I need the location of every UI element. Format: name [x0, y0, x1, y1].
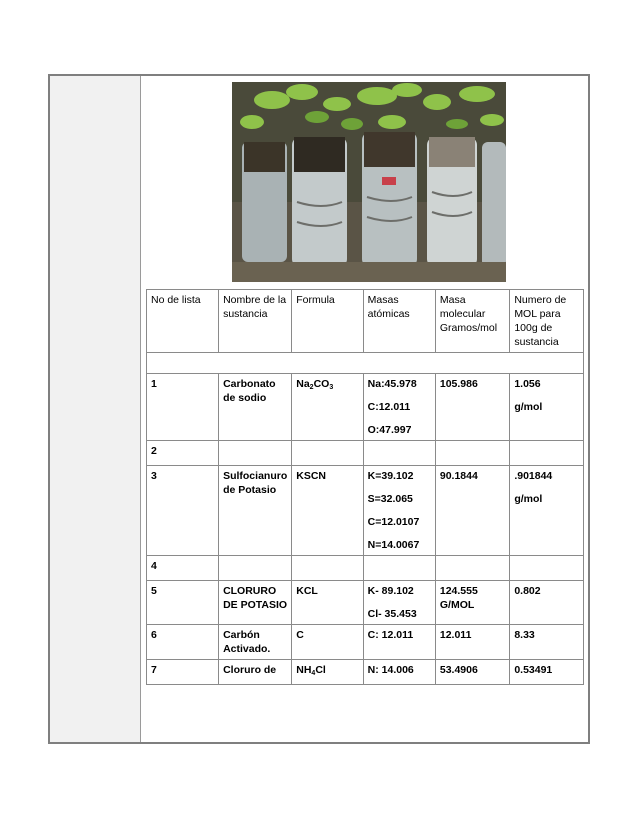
atomic-mass: N=14.0067 — [367, 539, 420, 551]
cell-mol — [510, 466, 584, 556]
cell-formula — [292, 466, 363, 556]
cell-number — [147, 581, 219, 625]
cell-mol — [510, 441, 584, 466]
cell-atomic-masses — [363, 556, 435, 581]
cell-molecular-mass — [435, 581, 509, 625]
chemical-formula: KSCN — [296, 470, 326, 482]
document-frame — [48, 74, 590, 744]
table-row — [147, 660, 584, 685]
header-label: Masa molecular Gramos/mol — [439, 294, 498, 334]
cell-molecular-mass — [435, 466, 509, 556]
cell-number — [147, 556, 219, 581]
header-cell — [435, 290, 509, 353]
row-number: 1 — [151, 378, 157, 390]
table-row — [147, 625, 584, 660]
atomic-mass: N: 14.006 — [367, 664, 414, 676]
cell-name — [219, 556, 292, 581]
mol-value: 1.056 — [514, 378, 541, 390]
atomic-mass: K=39.102 — [367, 470, 414, 482]
cell-atomic-masses — [363, 660, 435, 685]
table-row — [147, 556, 584, 581]
cell-name — [219, 625, 292, 660]
row-number: 4 — [151, 560, 157, 572]
chemical-formula: C — [296, 629, 304, 641]
header-cell — [147, 290, 219, 353]
cell-molecular-mass — [435, 441, 509, 466]
header-label: Nombre de la sustancia — [223, 294, 287, 320]
cell-formula — [292, 625, 363, 660]
molecular-mass: 90.1844 — [439, 470, 478, 482]
header-cell — [363, 290, 435, 353]
cell-molecular-mass — [435, 660, 509, 685]
spacer-cell — [147, 353, 584, 374]
atomic-mass: S=32.065 — [367, 493, 413, 505]
cell-mol — [510, 660, 584, 685]
cell-formula — [292, 556, 363, 581]
cell-name — [219, 660, 292, 685]
header-cell — [292, 290, 363, 353]
header-label: Numero de MOL para 100g de sustancia — [514, 294, 567, 348]
cell-atomic-masses — [363, 581, 435, 625]
atomic-mass: Cl- 35.453 — [367, 608, 417, 620]
cell-molecular-mass — [435, 374, 509, 441]
cell-atomic-masses — [363, 625, 435, 660]
atomic-mass: C: 12.011 — [367, 629, 414, 641]
table-row — [147, 466, 584, 556]
cell-mol — [510, 556, 584, 581]
row-number: 5 — [151, 585, 157, 597]
mol-value: .901844 — [514, 470, 553, 482]
cell-molecular-mass — [435, 625, 509, 660]
substance-name: Cloruro de — [223, 664, 277, 676]
cell-mol — [510, 625, 584, 660]
atomic-mass: K- 89.102 — [367, 585, 414, 597]
cell-number — [147, 625, 219, 660]
mol-value: g/mol — [514, 493, 543, 505]
cell-atomic-masses — [363, 466, 435, 556]
substance-name: Carbón Activado. — [223, 629, 271, 655]
cell-mol — [510, 581, 584, 625]
substance-name: Sulfocianuro de Potasio — [223, 470, 288, 496]
cell-formula — [292, 441, 363, 466]
header-label: Masas atómicas — [367, 294, 410, 320]
molecular-mass: 12.011 — [439, 629, 472, 641]
photo-illustration — [232, 82, 506, 282]
header-label: Formula — [296, 294, 335, 306]
substance-name: CLORURO DE POTASIO — [223, 585, 288, 611]
table-header-row — [147, 290, 584, 353]
chemical-formula: $NH_4Cl$ — [296, 664, 326, 677]
cell-atomic-masses — [363, 441, 435, 466]
molecular-mass: 124.555 G/MOL — [439, 585, 478, 611]
cell-name — [219, 441, 292, 466]
row-number: 2 — [151, 445, 157, 457]
mol-value: 0.53491 — [514, 664, 553, 676]
mol-value: 8.33 — [514, 629, 535, 641]
cell-name — [219, 581, 292, 625]
cell-atomic-masses — [363, 374, 435, 441]
molecular-mass: 105.986 — [439, 378, 478, 390]
chemical-formula: KCL — [296, 585, 318, 597]
chemical-formula: $Na_2CO_3$ — [296, 378, 334, 391]
atomic-mass: Na:45.978 — [367, 378, 417, 390]
cell-number — [147, 466, 219, 556]
table-row — [147, 374, 584, 441]
cell-name — [219, 466, 292, 556]
header-label: No de lista — [151, 294, 201, 306]
substances-table — [146, 289, 584, 685]
atomic-mass: O:47.997 — [367, 424, 412, 436]
atomic-mass: C=12.0107 — [367, 516, 420, 528]
cell-number — [147, 374, 219, 441]
row-number: 3 — [151, 470, 157, 482]
header-cell — [219, 290, 292, 353]
left-margin-column — [50, 76, 141, 742]
cell-molecular-mass — [435, 556, 509, 581]
cell-formula — [292, 374, 363, 441]
atomic-mass: C:12.011 — [367, 401, 411, 413]
mol-value: g/mol — [514, 401, 543, 413]
mol-value: 0.802 — [514, 585, 541, 597]
row-number: 7 — [151, 664, 157, 676]
substance-name: Carbonato de sodio — [223, 378, 276, 404]
table-row — [147, 441, 584, 466]
cell-formula — [292, 581, 363, 625]
table-row — [147, 581, 584, 625]
table-spacer-row — [147, 353, 584, 374]
molecular-mass: 53.4906 — [439, 664, 478, 676]
row-number: 6 — [151, 629, 157, 641]
cell-number — [147, 660, 219, 685]
cell-mol — [510, 374, 584, 441]
cell-formula — [292, 660, 363, 685]
cell-number — [147, 441, 219, 466]
cell-name — [219, 374, 292, 441]
header-cell — [510, 290, 584, 353]
bottle-plants-photo — [232, 82, 506, 282]
